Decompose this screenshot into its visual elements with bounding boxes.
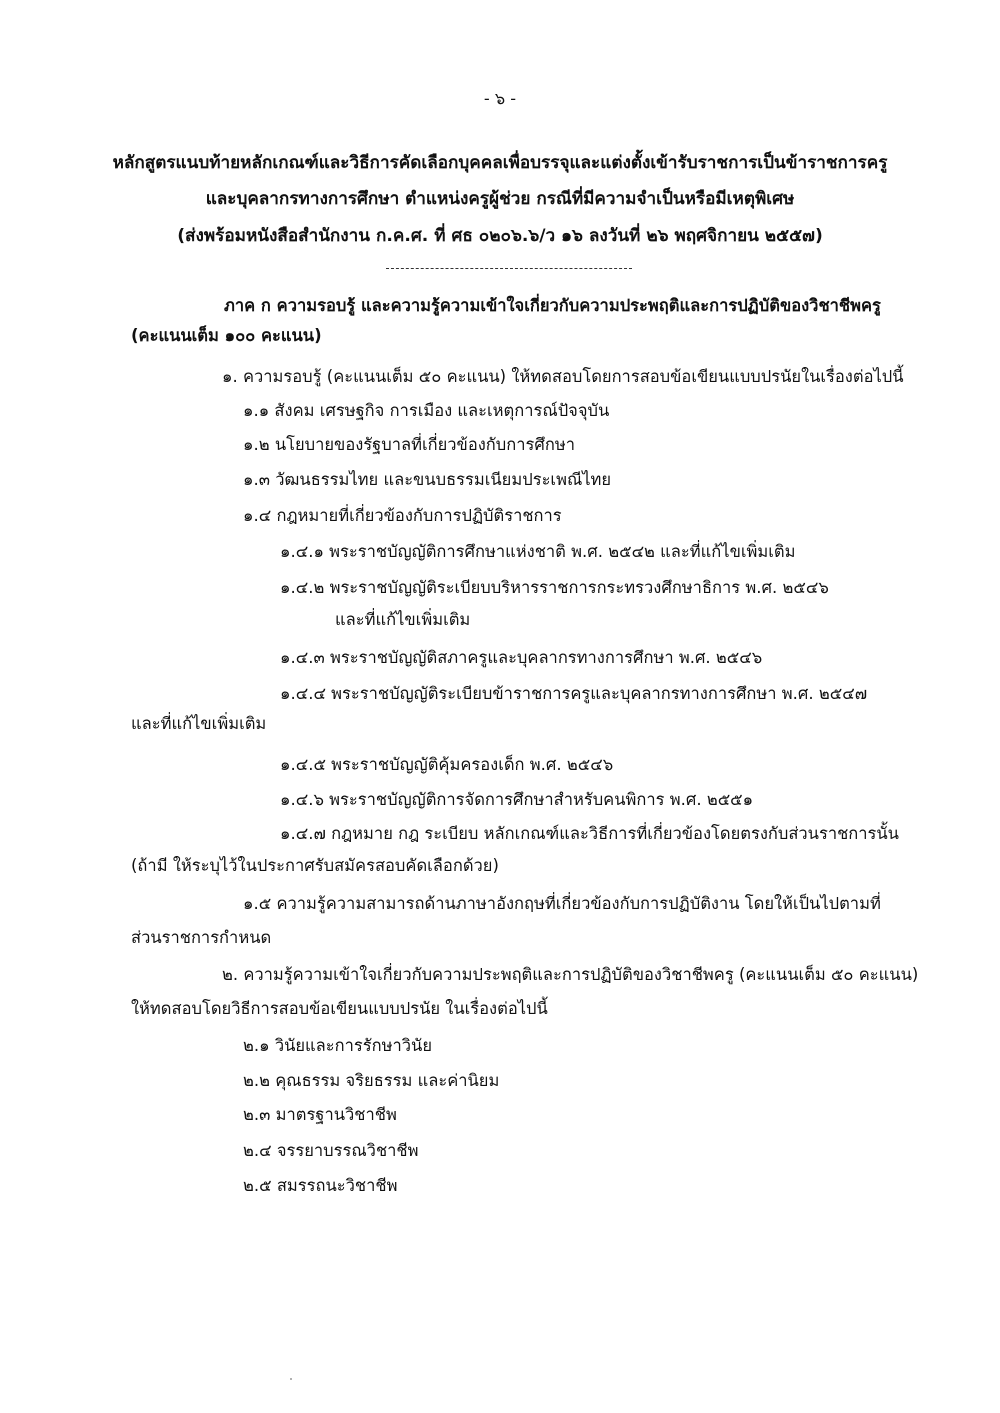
title-divider [386,268,632,269]
item-1-4-2-cont: และที่แก้ไขเพิ่มเติม [335,610,471,629]
title-line-1: หลักสูตรแนบท้ายหลักเกณฑ์และวิธีการคัดเลือกบุคคลเพื่อบรรจุและแต่งตั้งเข้ารับราชการเป็นข้าราชการครู [112,153,888,173]
item-1-4-6: ๑.๔.๖ พระราชบัญญัติการจัดการศึกษาสำหรับคนพิการ พ.ศ. ๒๕๕๑ [280,790,754,809]
item-1-5: ๑.๕ ความรู้ความสามารถด้านภาษาอังกฤษที่เกี่ยวข้องกับการปฏิบัติงาน โดยให้เป็นไปตามที่ [243,894,881,913]
section-1-intro: ๑. ความรอบรู้ (คะแนนเต็ม ๕๐ คะแนน) ให้ทดสอบโดยการสอบข้อเขียนแบบปรนัยในเรื่องต่อไปนี้ [222,367,904,386]
section-2-intro-cont: ให้ทดสอบโดยวิธีการสอบข้อเขียนแบบปรนัย ในเรื่องต่อไปนี้ [131,999,548,1018]
scan-speck [290,1378,292,1380]
item-1-4-3: ๑.๔.๓ พระราชบัญญัติสภาครูและบุคลากรทางการศึกษา พ.ศ. ๒๕๔๖ [280,648,763,667]
item-2-5: ๒.๕ สมรรถนะวิชาชีพ [243,1176,398,1195]
item-1-4-1: ๑.๔.๑ พระราชบัญญัติการศึกษาแห่งชาติ พ.ศ. ๒๕๔๒ และที่แก้ไขเพิ่มเติม [280,542,796,561]
item-2-2: ๒.๒ คุณธรรม จริยธรรม และค่านิยม [243,1071,500,1090]
item-1-2: ๑.๒ นโยบายของรัฐบาลที่เกี่ยวข้องกับการศึกษา [243,435,575,454]
item-2-1: ๒.๑ วินัยและการรักษาวินัย [243,1036,432,1055]
part-a-heading: ภาค ก ความรอบรู้ และความรู้ความเข้าใจเกี่ยวกับความประพฤติและการปฏิบัติของวิชาชีพครู [224,296,881,315]
item-1-5-cont: ส่วนราชการกำหนด [131,928,272,947]
title-line-2: และบุคลากรทางการศึกษา ตำแหน่งครูผู้ช่วย กรณีที่มีความจำเป็นหรือมีเหตุพิเศษ [205,189,795,209]
item-1-4-4-cont: และที่แก้ไขเพิ่มเติม [131,714,267,733]
item-1-4-5: ๑.๔.๕ พระราชบัญญัติคุ้มครองเด็ก พ.ศ. ๒๕๔๖ [280,755,614,774]
page-number: - ๖ - [483,89,517,108]
item-1-4-7: ๑.๔.๗ กฎหมาย กฎ ระเบียบ หลักเกณฑ์และวิธีการที่เกี่ยวข้องโดยตรงกับส่วนราชการนั้น [280,824,899,843]
item-1-4-7-cont: (ถ้ามี ให้ระบุไว้ในประกาศรับสมัครสอบคัดเลือกด้วย) [131,856,499,875]
item-1-1: ๑.๑ สังคม เศรษฐกิจ การเมือง และเหตุการณ์ปัจจุบัน [243,401,610,420]
title-line-3: (ส่งพร้อมหนังสือสำนักงาน ก.ค.ศ. ที่ ศธ ๐๒๐๖.๖/ว ๑๖ ลงวันที่ ๒๖ พฤศจิกายน ๒๕๕๗) [177,226,823,246]
item-1-4-4: ๑.๔.๔ พระราชบัญญัติระเบียบข้าราชการครูและบุคลากรทางการศึกษา พ.ศ. ๒๕๔๗ [280,684,868,703]
part-a-score: (คะแนนเต็ม ๑๐๐ คะแนน) [131,326,322,345]
item-2-4: ๒.๔ จรรยาบรรณวิชาชีพ [243,1141,419,1160]
item-1-3: ๑.๓ วัฒนธรรมไทย และขนบธรรมเนียมประเพณีไทย [243,470,612,489]
item-1-4: ๑.๔ กฎหมายที่เกี่ยวข้องกับการปฏิบัติราชการ [243,506,562,525]
item-1-4-2: ๑.๔.๒ พระราชบัญญัติระเบียบบริหารราชการกระทรวงศึกษาธิการ พ.ศ. ๒๕๔๖ [280,578,829,597]
section-2-intro: ๒. ความรู้ความเข้าใจเกี่ยวกับความประพฤติและการปฏิบัติของวิชาชีพครู (คะแนนเต็ม ๕๐ คะแนน) [222,965,919,984]
item-2-3: ๒.๓ มาตรฐานวิชาชีพ [243,1105,397,1124]
